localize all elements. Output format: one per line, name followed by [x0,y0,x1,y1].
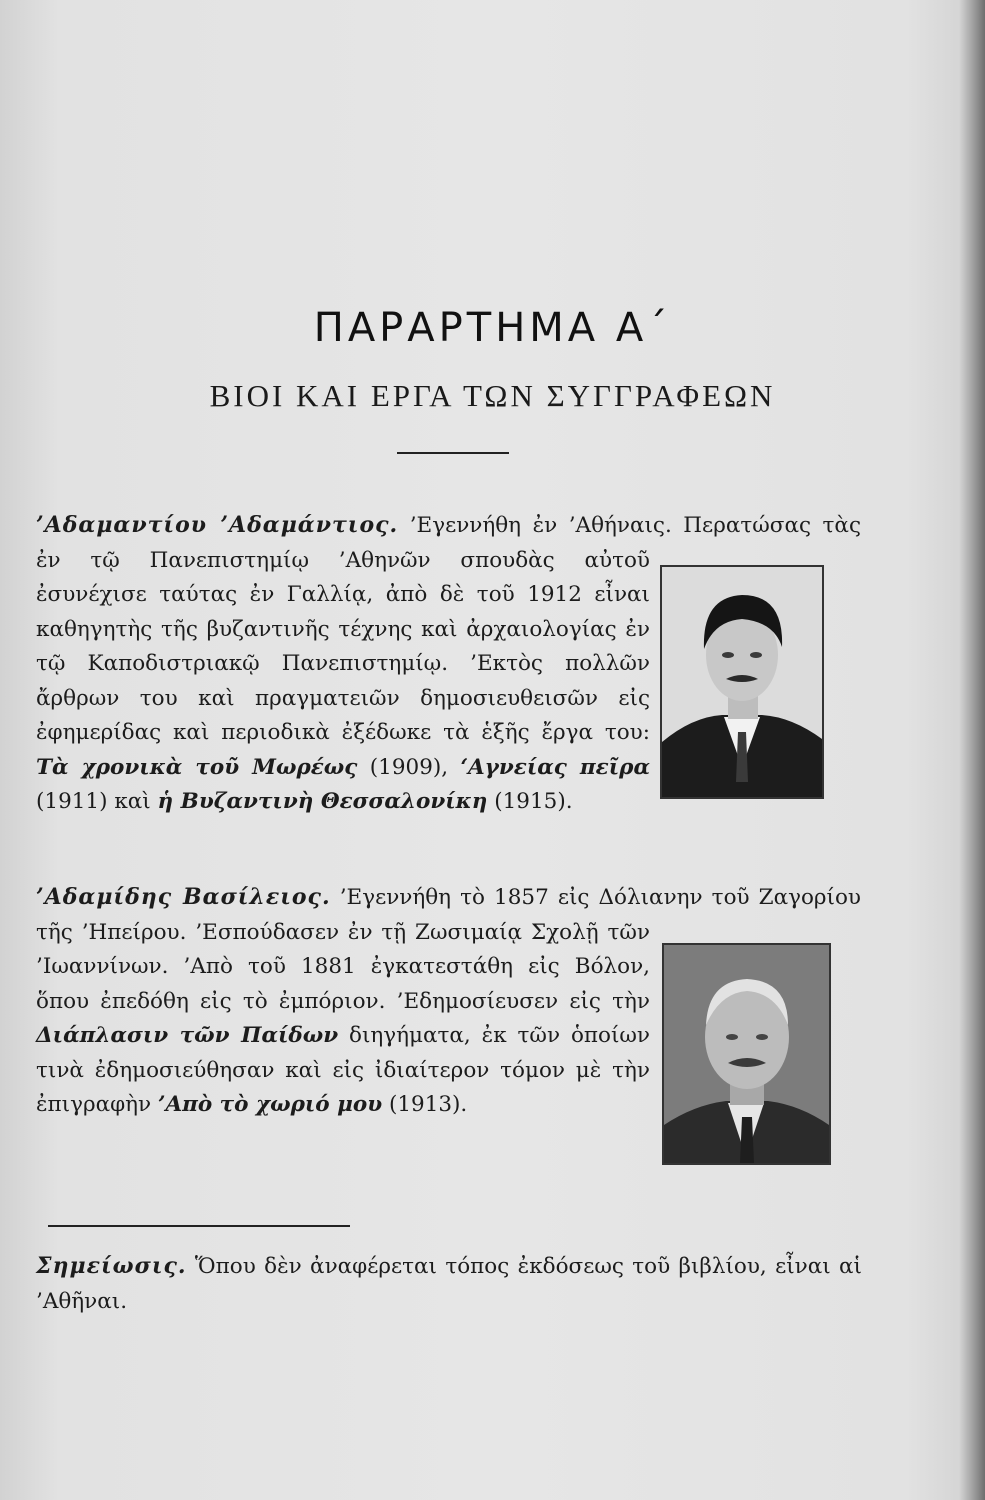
photo-wrap-spacer [650,942,862,1222]
work-title: Τὰ χρονικὰ τοῦ Μωρέως [36,754,358,780]
entry-name: ’Αδαμαντίου ’Αδαμάντιος. [36,512,399,538]
footnote [36,1249,862,1319]
entry-text: ’Εγεννήθη τὸ 1857 εἰς Δόλιανην τοῦ Ζαγορίου τῆς ’Ηπείρου. ’Εσπούδασεν ἐν τῇ Ζωσιμαίᾳ Σχολῇ τῶν ’Ιωαννίνων. ’Απὸ τοῦ 1881 ἐγκατεστάθη εἰς Βόλον, ὅπου ἐπεδόθη εἰς τὸ ἐμπόριον. ’Εδημοσίευσεν εἰς τὴν [36,885,861,1014]
entry-text: (1909), [357,754,461,780]
entry-adamantiou [36,508,862,820]
entry-text: (1911) καὶ [36,789,158,814]
work-title: ἡ Βυζαντινὴ Θεσσαλονίκη [157,789,488,814]
appendix-subtitle: ΒΙΟΙ ΚΑΙ ΕΡΓΑ ΤΩΝ ΣΥΓΓΡΑΦΕΩΝ [209,378,776,413]
entry-text: (1915). [487,789,573,814]
work-title: Διάπλασιν τῶν Παίδων [36,1023,339,1048]
entry-adamidis [36,880,862,1222]
title-divider [397,452,509,454]
photo-wrap-offset [861,880,862,942]
entry-text: (1913). [382,1092,468,1117]
work-title: ’Απὸ τὸ χωριό μου [157,1092,383,1117]
appendix-title: ΠΑΡΑΡΤΗΜΑ Α΄ [313,305,672,351]
photo-wrap-spacer [650,544,862,806]
entry-text: ’Εγεννήθη ἐν ’Αθήναις. Περατώσας τὰς ἐν τῷ Πανεπιστημίῳ ’Αθηνῶν σπουδὰς αὐτοῦ ἐσυνέχισε ταύτας ἐν Γαλλίᾳ, ἀπὸ δὲ τοῦ 1912 εἶναι καθηγητὴς τῆς βυζαντινῆς τέχνης καὶ ἀρχαιολογίας ἐν τῷ Καποδιστριακῷ Πανεπιστημίῳ. ’Εκτὸς πολλῶν ἄρθρων του καὶ πραγματειῶν δημοσιευθεισῶν εἰς ἐφημερίδας καὶ περιοδικὰ ἐξέδωκε τὰ ἑξῆς ἔργα του: [36,513,861,745]
work-title: ‘Αγνείας πεῖρα [460,754,650,780]
footnote-divider [48,1225,350,1227]
page-edge-shadow [959,0,985,1500]
note-text: Ὅπου δὲν ἀναφέρεται τόπος ἐκδόσεως τοῦ βιβλίου, εἶναι αἱ ’Αθῆναι. [36,1254,862,1314]
entry-text: διηγήματα, ἐκ τῶν ὁποίων τινὰ ἐδημοσιεύθησαν καὶ εἰς ἰδιαίτερον τόμον μὲ τὴν ἐπιγραφὴν [36,1023,650,1117]
entry-name: ’Αδαμίδης Βασίλειος. [36,884,331,910]
note-label: Σημείωσις. [36,1253,187,1279]
photo-wrap-offset [861,508,862,544]
